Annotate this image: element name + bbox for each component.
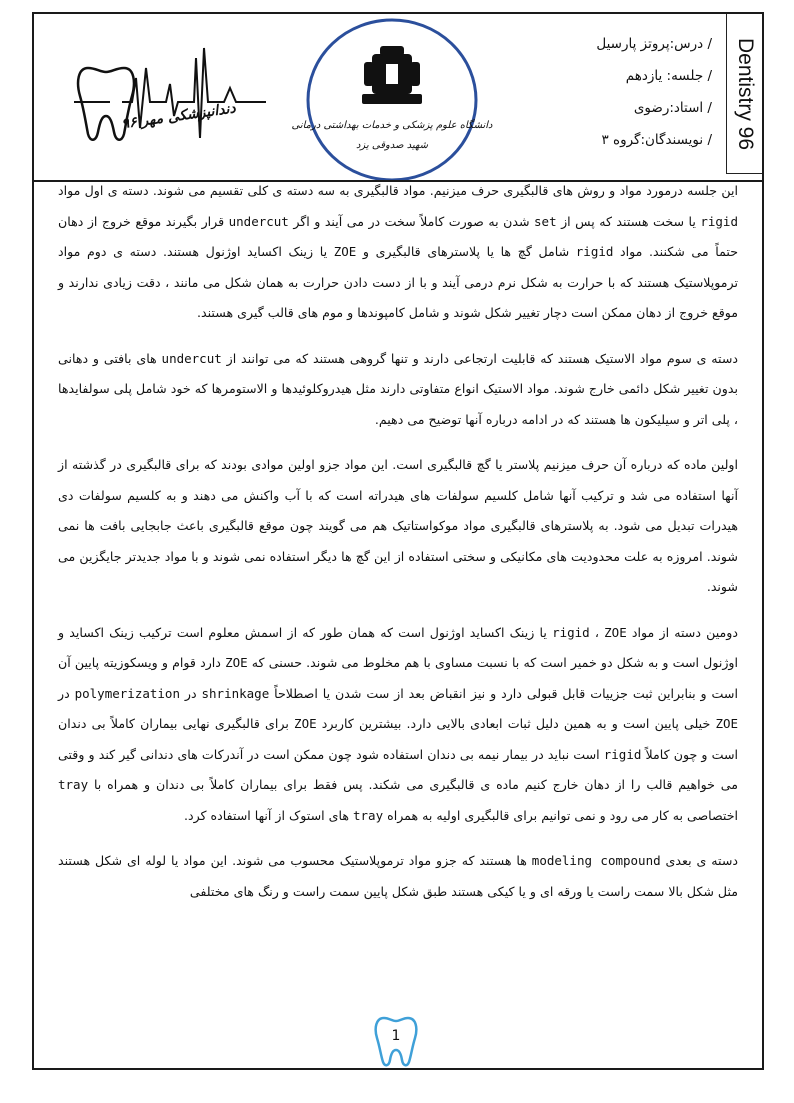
info-authors: / نویسندگان:گروه ۳ — [601, 132, 712, 148]
university-name-line2: شهید صدوقی یزد — [355, 140, 429, 151]
info-session: / جلسه: یازدهم — [625, 68, 712, 84]
course-tag: Dentistry 96 — [733, 37, 757, 150]
course-tag-box — [726, 14, 762, 174]
document-body — [58, 176, 738, 922]
paragraph-2: دسته ی سوم مواد الاستیک هستند که قابلیت ارتجاعی دارند و تنها گروهی هستند که می توانند از undercut های بافتی و دهانی بدون تغییر شکل دائمی خارج شوند. مواد الاستیک انواع متفاوتی دارند مثل هیدروکلوئیدها و الاستومرها که خود شامل پلی سولفایدها ، پلی اتر و سیلیکون ها هستند که در ادامه درباره آنها توضیح می دهیم. — [58, 350, 739, 427]
paragraph-5: دسته ی بعدی modeling compound ها هستند که جزو مواد ترموپلاستیک محسوب می شوند. این مواد یا لوله ای شکل هستند مثل شکل بالا سمت راست یا ورقه ای و یا کیکی هستند طبق شکل پایین سمت راست و رنگ های مختلفی — [58, 853, 738, 899]
tooth-page-icon — [372, 1012, 420, 1068]
paragraph-1: این جلسه درمورد مواد و روش های قالبگیری حرف میزنیم. مواد قالبگیری به سه دسته ی کلی تقسیم می شوند. دسته ی اول مواد rigid یا سخت هستند که پس از set شدن به صورت کاملاً سخت در می آیند و اگر undercut قرار بگیرند موقع خروج از دهان حتماً می شکنند. مواد rigid شامل گچ ها یا پلاسترهای قالبگیری و ZOE یا زینک اکساید اوژنول هستند. دسته ی دوم مواد ترموپلاستیک هستند که با حرارت به شکل نرم درمی آیند و با از دست دادن حرارت به همان شکل می مانند ، دقت زیادی ندارند و موقع خروج از دهان ممکن است دچار تغییر شکل شوند و شامل کامپوندها و موم های قالب گیری هستند. — [58, 183, 738, 320]
info-professor: / استاد:رضوی — [633, 100, 712, 116]
university-name-line1: دانشگاه علوم پزشکی و خدمات بهداشتی درمانی — [291, 120, 493, 131]
tooth-heartbeat-logo — [70, 38, 270, 168]
brand-text: دندانپزشکی مهر ۹۶ — [120, 100, 237, 133]
page-number: 1 — [391, 1028, 401, 1044]
university-logo — [291, 16, 493, 184]
paragraph-3: اولین ماده که درباره آن حرف میزنیم پلاستر یا گچ قالبگیری است. این مواد جزو اولین موادی بودند که برای قالبگیری در گذشته از آنها استفاده می شد و ترکیب آنها شامل کلسیم سولفات های هیدراته است که با آب واکنش می دهند و به کلسیم سولفات دی هیدرات تبدیل می شود. به پلاسترهای قالبگیری مواد موکواستاتیک هم می گویند چون موقع قالبگیری باعث جابجایی بافت ها نمی شوند. امروزه به علت محدودیت های مکانیکی و سختی استفاده از این گچ ها دیگر استفاده نمی شوند و با مواد جدیدتر جایگزین می شوند. — [58, 457, 738, 594]
info-course: / درس:پروتز پارسیل — [596, 36, 712, 52]
paragraph-4: دومین دسته از مواد rigid ، ZOE یا زینک اکساید اوژنول است که همان طور که از اسمش معلوم است ترکیب زینک اکساید و اوژنول است و به شکل دو خمیر است که با نسبت مساوی با هم مخلوط می شوند. حسنی که ZOE دارد قوام و ویسکوزیته پایین آن است و بنابراین ثبت جزییات قابل قبولی دارد و نیز انقباض بعد از ست شدن یا اصطلاحاً shrinkage در polymerization در ZOE خیلی پایین است و به همین دلیل ثبات ابعادی بالایی دارد. بیشترین کاربرد ZOE برای قالبگیری نهایی بیماران کاملاً بی دندان است و چون کاملاً rigid است نباید در بیمار نیمه بی دندان استفاده شود چون ممکن است در آندرکات های دندانی گیر کند و وقتی می خواهیم قالب را از دهان خارج کنیم ماده ی قالبگیری می شکند. پس فقط برای بیماران کاملاً بی دندان و همراه با tray اختصاصی به کار می رود و نمی توانیم برای قالبگیری اولیه به همراه tray های استوک از آنها استفاده کرد. — [58, 624, 739, 823]
session-info — [512, 28, 712, 156]
